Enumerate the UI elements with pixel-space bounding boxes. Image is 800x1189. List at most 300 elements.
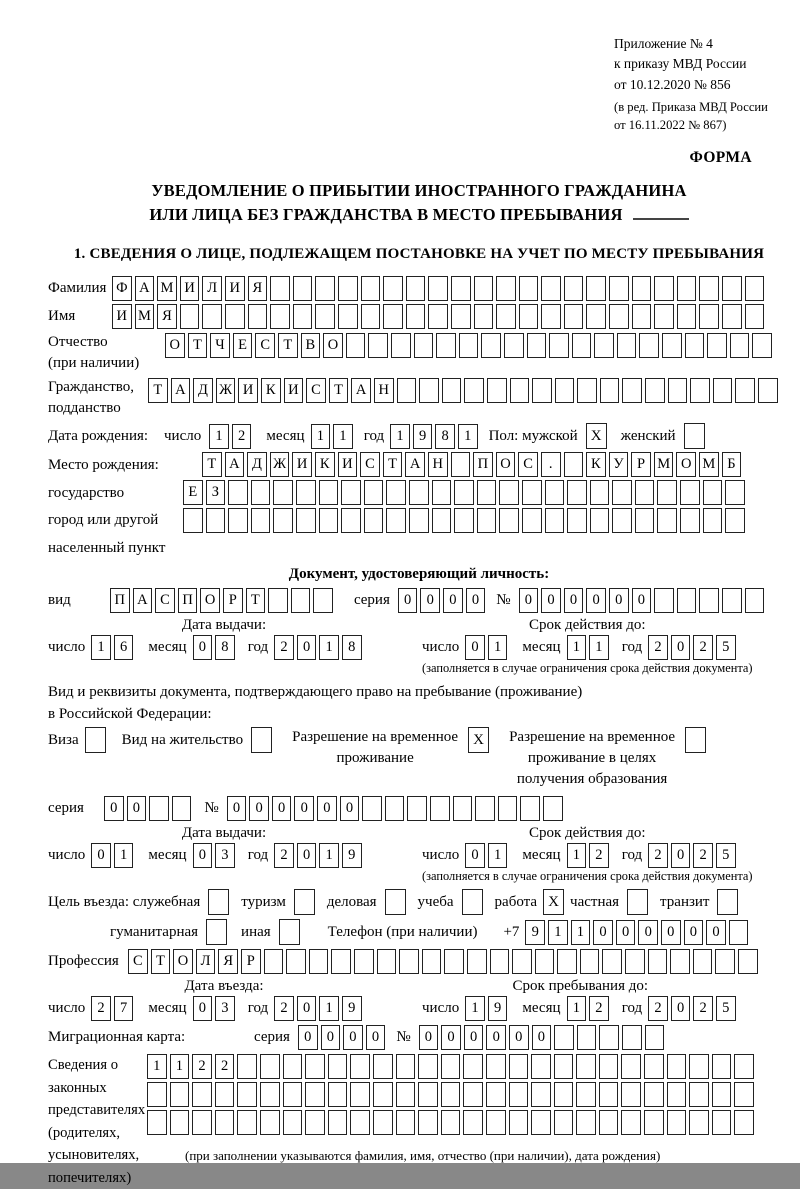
char-box[interactable]: 0 (671, 996, 691, 1021)
char-box[interactable]: 0 (671, 635, 691, 660)
char-box[interactable] (621, 1110, 641, 1135)
char-box[interactable]: 0 (441, 1025, 461, 1050)
char-box[interactable]: 9 (342, 996, 362, 1021)
char-box[interactable] (644, 1082, 664, 1107)
char-box[interactable] (172, 796, 192, 821)
char-box[interactable] (338, 304, 358, 329)
char-box[interactable]: 0 (193, 996, 213, 1021)
char-box[interactable]: С (155, 588, 175, 613)
char-box[interactable]: К (261, 378, 281, 403)
char-box[interactable] (180, 304, 200, 329)
char-box[interactable]: 2 (589, 996, 609, 1021)
char-box[interactable]: 1 (333, 424, 353, 449)
char-box[interactable] (689, 1054, 709, 1079)
char-box[interactable] (758, 378, 778, 403)
char-box[interactable] (496, 304, 516, 329)
char-box[interactable] (602, 949, 622, 974)
char-box[interactable]: 2 (274, 843, 294, 868)
char-box[interactable]: И (180, 276, 200, 301)
char-box[interactable] (486, 1054, 506, 1079)
char-box[interactable] (364, 508, 384, 533)
char-box[interactable] (215, 1082, 235, 1107)
char-box[interactable] (545, 480, 565, 505)
char-box[interactable]: Я (157, 304, 177, 329)
char-box[interactable]: 1 (589, 635, 609, 660)
char-box[interactable] (703, 480, 723, 505)
char-box[interactable] (346, 333, 366, 358)
char-box[interactable]: О (676, 452, 696, 477)
char-box[interactable]: 1 (567, 635, 587, 660)
char-box[interactable]: 2 (693, 635, 713, 660)
char-box[interactable] (170, 1082, 190, 1107)
purpose-humanitarian-checkbox[interactable] (206, 919, 227, 945)
char-box[interactable] (745, 276, 765, 301)
char-box[interactable] (693, 949, 713, 974)
char-box[interactable] (685, 333, 705, 358)
sex-male-checkbox[interactable]: X (586, 423, 607, 449)
char-box[interactable] (341, 508, 361, 533)
char-box[interactable]: Р (241, 949, 261, 974)
char-box[interactable]: 9 (413, 424, 433, 449)
char-box[interactable] (668, 378, 688, 403)
char-box[interactable] (273, 480, 293, 505)
char-box[interactable] (264, 949, 284, 974)
char-box[interactable] (622, 1025, 642, 1050)
char-box[interactable] (305, 1082, 325, 1107)
char-box[interactable]: 0 (227, 796, 247, 821)
char-box[interactable] (463, 1082, 483, 1107)
char-box[interactable]: 1 (114, 843, 134, 868)
char-box[interactable]: 9 (525, 920, 545, 945)
char-box[interactable] (670, 949, 690, 974)
char-box[interactable] (268, 588, 288, 613)
char-box[interactable] (625, 949, 645, 974)
char-box[interactable] (512, 949, 532, 974)
char-box[interactable] (474, 276, 494, 301)
char-box[interactable]: . (541, 452, 561, 477)
char-box[interactable]: 1 (548, 920, 568, 945)
visa-checkbox[interactable] (85, 727, 106, 753)
char-box[interactable]: 1 (458, 424, 478, 449)
char-box[interactable]: 3 (215, 996, 235, 1021)
char-box[interactable] (260, 1082, 280, 1107)
char-box[interactable]: Ж (216, 378, 236, 403)
char-box[interactable]: 0 (419, 1025, 439, 1050)
char-box[interactable] (368, 333, 388, 358)
char-box[interactable]: Л (202, 276, 222, 301)
purpose-work-checkbox[interactable]: X (543, 889, 564, 915)
char-box[interactable] (260, 1054, 280, 1079)
char-box[interactable] (586, 304, 606, 329)
char-box[interactable] (436, 333, 456, 358)
char-box[interactable] (654, 276, 674, 301)
char-box[interactable]: Т (383, 452, 403, 477)
char-box[interactable]: 2 (648, 635, 668, 660)
char-box[interactable] (319, 508, 339, 533)
char-box[interactable]: К (586, 452, 606, 477)
char-box[interactable] (667, 1110, 687, 1135)
char-box[interactable] (296, 480, 316, 505)
char-box[interactable]: 0 (321, 1025, 341, 1050)
char-box[interactable]: А (351, 378, 371, 403)
char-box[interactable] (657, 508, 677, 533)
char-box[interactable] (432, 508, 452, 533)
char-box[interactable]: 0 (297, 996, 317, 1021)
char-box[interactable] (617, 333, 637, 358)
char-box[interactable] (296, 508, 316, 533)
char-box[interactable]: 9 (342, 843, 362, 868)
char-box[interactable]: 5 (716, 843, 736, 868)
char-box[interactable] (467, 949, 487, 974)
char-box[interactable] (644, 1054, 664, 1079)
char-box[interactable] (407, 796, 427, 821)
char-box[interactable] (225, 304, 245, 329)
char-box[interactable] (712, 1082, 732, 1107)
char-box[interactable] (432, 480, 452, 505)
char-box[interactable] (635, 480, 655, 505)
char-box[interactable] (477, 508, 497, 533)
char-box[interactable] (215, 1110, 235, 1135)
char-box[interactable] (667, 1054, 687, 1079)
char-box[interactable]: М (654, 452, 674, 477)
char-box[interactable]: 1 (567, 843, 587, 868)
char-box[interactable] (690, 378, 710, 403)
char-box[interactable]: 1 (488, 635, 508, 660)
char-box[interactable]: 0 (684, 920, 704, 945)
char-box[interactable] (350, 1110, 370, 1135)
char-box[interactable]: 5 (716, 996, 736, 1021)
char-box[interactable] (373, 1054, 393, 1079)
char-box[interactable]: 1 (91, 635, 111, 660)
char-box[interactable]: 0 (398, 588, 418, 613)
purpose-business-checkbox[interactable] (208, 889, 229, 915)
char-box[interactable] (283, 1054, 303, 1079)
char-box[interactable]: А (135, 276, 155, 301)
char-box[interactable] (509, 1082, 529, 1107)
char-box[interactable] (481, 333, 501, 358)
char-box[interactable] (283, 1110, 303, 1135)
char-box[interactable] (612, 480, 632, 505)
char-box[interactable] (699, 588, 719, 613)
char-box[interactable] (350, 1082, 370, 1107)
char-box[interactable] (722, 304, 742, 329)
char-box[interactable] (273, 508, 293, 533)
char-box[interactable] (442, 378, 462, 403)
char-box[interactable] (729, 920, 749, 945)
char-box[interactable] (338, 276, 358, 301)
char-box[interactable]: Л (196, 949, 216, 974)
char-box[interactable]: 0 (91, 843, 111, 868)
char-box[interactable]: О (173, 949, 193, 974)
char-box[interactable]: 2 (648, 843, 668, 868)
char-box[interactable]: И (338, 452, 358, 477)
char-box[interactable] (409, 508, 429, 533)
char-box[interactable]: О (200, 588, 220, 613)
char-box[interactable] (657, 480, 677, 505)
char-box[interactable]: 0 (294, 796, 314, 821)
char-box[interactable] (386, 508, 406, 533)
char-box[interactable] (545, 508, 565, 533)
char-box[interactable] (599, 1054, 619, 1079)
char-box[interactable] (712, 1054, 732, 1079)
char-box[interactable]: 8 (342, 635, 362, 660)
char-box[interactable]: 0 (366, 1025, 386, 1050)
char-box[interactable] (567, 508, 587, 533)
char-box[interactable] (463, 1110, 483, 1135)
char-box[interactable] (590, 480, 610, 505)
char-box[interactable] (313, 588, 333, 613)
char-box[interactable]: 0 (466, 588, 486, 613)
char-box[interactable] (522, 508, 542, 533)
char-box[interactable] (451, 304, 471, 329)
char-box[interactable] (270, 304, 290, 329)
char-box[interactable] (576, 1110, 596, 1135)
char-box[interactable] (486, 1082, 506, 1107)
char-box[interactable] (419, 378, 439, 403)
char-box[interactable]: Д (247, 452, 267, 477)
char-box[interactable]: 0 (272, 796, 292, 821)
char-box[interactable] (541, 304, 561, 329)
char-box[interactable] (535, 949, 555, 974)
char-box[interactable] (373, 1082, 393, 1107)
char-box[interactable]: Т (151, 949, 171, 974)
char-box[interactable] (451, 452, 471, 477)
char-box[interactable] (409, 480, 429, 505)
char-box[interactable]: 2 (215, 1054, 235, 1079)
char-box[interactable]: С (306, 378, 326, 403)
char-box[interactable]: 2 (274, 996, 294, 1021)
char-box[interactable] (645, 1025, 665, 1050)
char-box[interactable] (699, 304, 719, 329)
char-box[interactable]: И (112, 304, 132, 329)
char-box[interactable]: 0 (509, 1025, 529, 1050)
char-box[interactable]: И (292, 452, 312, 477)
char-box[interactable] (228, 508, 248, 533)
char-box[interactable] (237, 1110, 257, 1135)
char-box[interactable] (428, 304, 448, 329)
char-box[interactable] (734, 1082, 754, 1107)
char-box[interactable] (183, 508, 203, 533)
char-box[interactable]: 1 (209, 424, 229, 449)
rvp-education-checkbox[interactable] (685, 727, 706, 753)
char-box[interactable]: 2 (232, 424, 252, 449)
char-box[interactable] (654, 588, 674, 613)
char-box[interactable] (454, 480, 474, 505)
char-box[interactable] (667, 1082, 687, 1107)
char-box[interactable] (396, 1082, 416, 1107)
char-box[interactable] (315, 276, 335, 301)
char-box[interactable]: 0 (343, 1025, 363, 1050)
char-box[interactable] (444, 949, 464, 974)
char-box[interactable]: 2 (589, 843, 609, 868)
char-box[interactable] (328, 1054, 348, 1079)
char-box[interactable] (510, 378, 530, 403)
char-box[interactable] (635, 508, 655, 533)
char-box[interactable] (364, 480, 384, 505)
char-box[interactable] (654, 304, 674, 329)
char-box[interactable] (474, 304, 494, 329)
char-box[interactable] (397, 378, 417, 403)
char-box[interactable] (248, 304, 268, 329)
char-box[interactable] (286, 949, 306, 974)
char-box[interactable]: 1 (465, 996, 485, 1021)
char-box[interactable]: 0 (465, 635, 485, 660)
char-box[interactable]: И (225, 276, 245, 301)
char-box[interactable]: 1 (311, 424, 331, 449)
char-box[interactable] (341, 480, 361, 505)
char-box[interactable] (459, 333, 479, 358)
char-box[interactable] (609, 276, 629, 301)
char-box[interactable]: 0 (519, 588, 539, 613)
char-box[interactable] (554, 1054, 574, 1079)
char-box[interactable] (713, 378, 733, 403)
residence-permit-checkbox[interactable] (251, 727, 272, 753)
char-box[interactable] (504, 333, 524, 358)
char-box[interactable] (237, 1082, 257, 1107)
char-box[interactable] (599, 1082, 619, 1107)
char-box[interactable] (576, 1082, 596, 1107)
char-box[interactable]: 1 (488, 843, 508, 868)
char-box[interactable]: 1 (571, 920, 591, 945)
char-box[interactable] (406, 276, 426, 301)
char-box[interactable]: 1 (390, 424, 410, 449)
char-box[interactable] (454, 508, 474, 533)
char-box[interactable] (725, 508, 745, 533)
char-box[interactable] (735, 378, 755, 403)
char-box[interactable]: 0 (465, 843, 485, 868)
char-box[interactable] (386, 480, 406, 505)
char-box[interactable] (490, 949, 510, 974)
char-box[interactable] (555, 378, 575, 403)
char-box[interactable]: О (165, 333, 185, 358)
char-box[interactable] (639, 333, 659, 358)
char-box[interactable]: 8 (215, 635, 235, 660)
char-box[interactable]: 6 (114, 635, 134, 660)
char-box[interactable]: Б (722, 452, 742, 477)
char-box[interactable] (486, 1110, 506, 1135)
char-box[interactable]: Т (188, 333, 208, 358)
char-box[interactable] (707, 333, 727, 358)
char-box[interactable]: 0 (298, 1025, 318, 1050)
char-box[interactable] (532, 378, 552, 403)
char-box[interactable] (251, 480, 271, 505)
char-box[interactable] (509, 1054, 529, 1079)
char-box[interactable]: 5 (716, 635, 736, 660)
char-box[interactable]: 3 (215, 843, 235, 868)
char-box[interactable]: Р (223, 588, 243, 613)
char-box[interactable]: А (225, 452, 245, 477)
char-box[interactable] (745, 304, 765, 329)
char-box[interactable] (745, 588, 765, 613)
char-box[interactable]: Ж (270, 452, 290, 477)
char-box[interactable] (377, 949, 397, 974)
char-box[interactable] (632, 304, 652, 329)
char-box[interactable] (499, 508, 519, 533)
char-box[interactable] (361, 304, 381, 329)
char-box[interactable] (519, 304, 539, 329)
char-box[interactable]: О (496, 452, 516, 477)
char-box[interactable] (499, 480, 519, 505)
char-box[interactable]: 7 (114, 996, 134, 1021)
char-box[interactable] (572, 333, 592, 358)
char-box[interactable] (354, 949, 374, 974)
char-box[interactable] (577, 378, 597, 403)
char-box[interactable] (170, 1110, 190, 1135)
char-box[interactable] (715, 949, 735, 974)
char-box[interactable]: 9 (488, 996, 508, 1021)
char-box[interactable]: 0 (443, 588, 463, 613)
char-box[interactable] (464, 378, 484, 403)
char-box[interactable] (554, 1110, 574, 1135)
purpose-tourism-checkbox[interactable] (294, 889, 315, 915)
char-box[interactable] (422, 949, 442, 974)
char-box[interactable] (270, 276, 290, 301)
char-box[interactable] (722, 276, 742, 301)
char-box[interactable] (580, 949, 600, 974)
char-box[interactable]: М (157, 276, 177, 301)
char-box[interactable]: 0 (464, 1025, 484, 1050)
purpose-study-checkbox[interactable] (462, 889, 483, 915)
char-box[interactable]: М (699, 452, 719, 477)
char-box[interactable] (418, 1082, 438, 1107)
char-box[interactable] (549, 333, 569, 358)
char-box[interactable]: 0 (706, 920, 726, 945)
char-box[interactable]: У (609, 452, 629, 477)
char-box[interactable]: 1 (567, 996, 587, 1021)
char-box[interactable]: 0 (616, 920, 636, 945)
char-box[interactable]: С (360, 452, 380, 477)
char-box[interactable] (520, 796, 540, 821)
char-box[interactable] (677, 276, 697, 301)
purpose-commercial-checkbox[interactable] (385, 889, 406, 915)
char-box[interactable] (703, 508, 723, 533)
char-box[interactable]: П (178, 588, 198, 613)
char-box[interactable] (699, 276, 719, 301)
char-box[interactable]: С (255, 333, 275, 358)
char-box[interactable]: Т (202, 452, 222, 477)
char-box[interactable]: Н (428, 452, 448, 477)
char-box[interactable] (531, 1082, 551, 1107)
char-box[interactable]: 2 (192, 1054, 212, 1079)
char-box[interactable] (554, 1082, 574, 1107)
char-box[interactable]: В (301, 333, 321, 358)
char-box[interactable] (453, 796, 473, 821)
char-box[interactable] (599, 1025, 619, 1050)
char-box[interactable]: 1 (319, 843, 339, 868)
char-box[interactable] (577, 1025, 597, 1050)
char-box[interactable] (396, 1054, 416, 1079)
char-box[interactable]: А (133, 588, 153, 613)
char-box[interactable]: 2 (693, 843, 713, 868)
char-box[interactable] (383, 304, 403, 329)
char-box[interactable] (531, 1110, 551, 1135)
char-box[interactable]: 0 (593, 920, 613, 945)
char-box[interactable] (319, 480, 339, 505)
char-box[interactable] (328, 1082, 348, 1107)
char-box[interactable] (361, 276, 381, 301)
char-box[interactable] (498, 796, 518, 821)
char-box[interactable] (399, 949, 419, 974)
char-box[interactable] (612, 508, 632, 533)
char-box[interactable] (609, 304, 629, 329)
char-box[interactable]: Т (246, 588, 266, 613)
char-box[interactable] (396, 1110, 416, 1135)
char-box[interactable]: 1 (170, 1054, 190, 1079)
char-box[interactable]: Р (631, 452, 651, 477)
char-box[interactable] (730, 333, 750, 358)
char-box[interactable] (600, 378, 620, 403)
char-box[interactable] (147, 1110, 167, 1135)
